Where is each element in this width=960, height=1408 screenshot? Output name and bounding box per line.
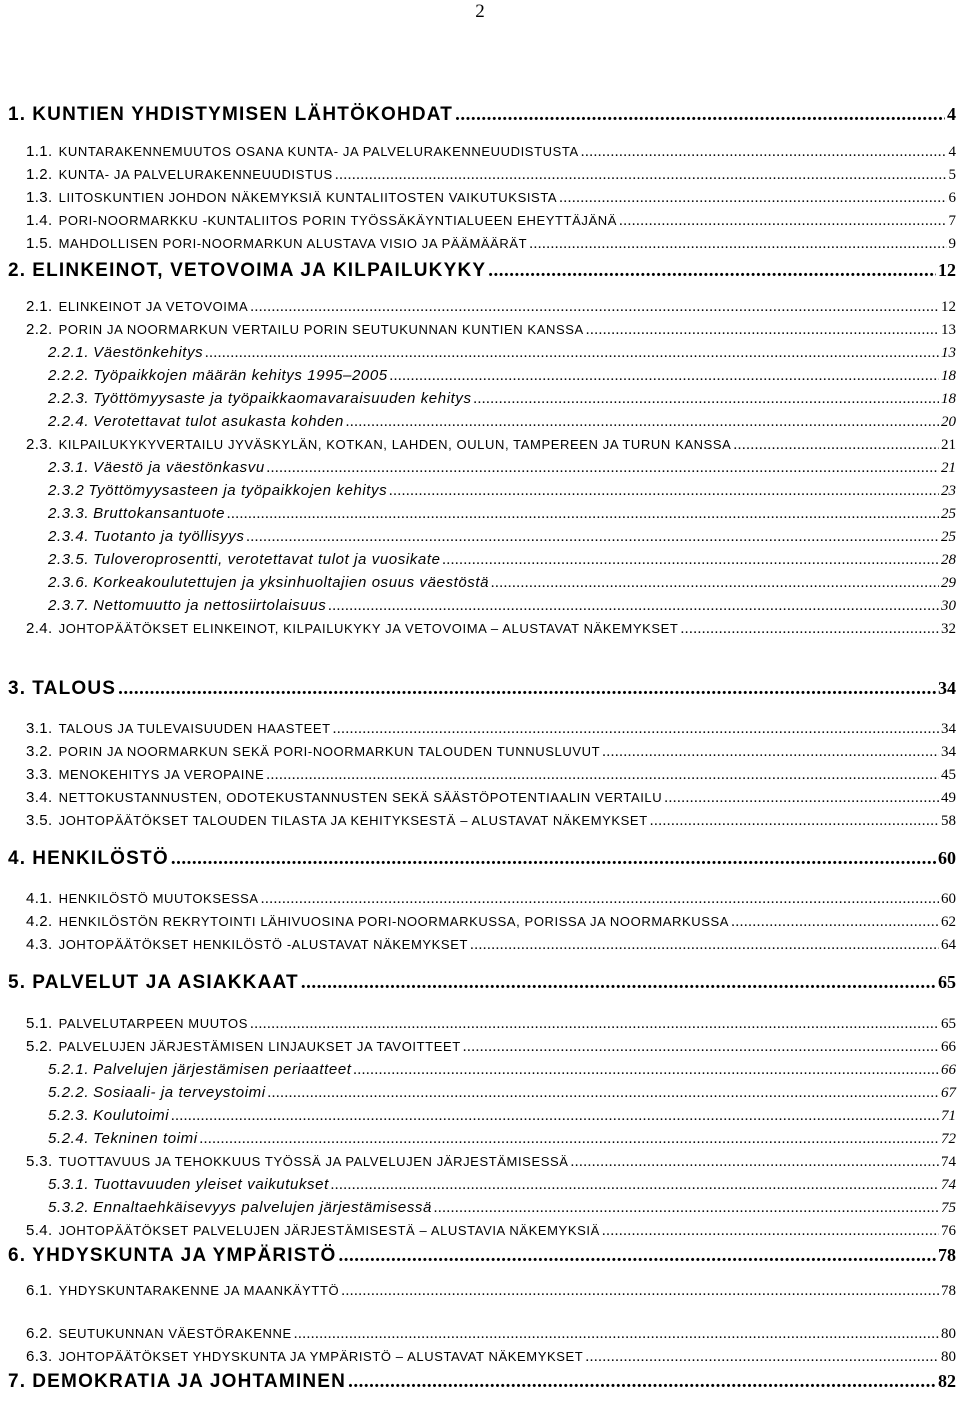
toc-entry-level-2[interactable] xyxy=(26,1282,956,1300)
toc-entry-level-1[interactable] xyxy=(8,1371,956,1393)
toc-entry-level-3[interactable] xyxy=(48,413,956,431)
toc-entry-page: 29 xyxy=(941,575,956,591)
toc-entry-level-3[interactable] xyxy=(48,574,956,592)
dot-leader xyxy=(731,914,939,931)
toc-entry-number: 2.1. xyxy=(26,298,53,315)
toc-entry-number: 5.3. xyxy=(26,1153,53,1170)
toc-entry-level-2[interactable] xyxy=(26,913,956,931)
dot-leader xyxy=(463,1039,939,1056)
toc-entry-level-3[interactable] xyxy=(48,528,956,546)
toc-entry-level-1[interactable] xyxy=(8,260,956,282)
toc-entry-title: Sosiaali- ja terveystoimi xyxy=(93,1084,266,1101)
dot-leader xyxy=(680,621,939,638)
toc-entry-number: 2.3.2 xyxy=(48,482,85,499)
toc-entry-title: Palvelujen järjestämisen periaatteet xyxy=(93,1061,352,1078)
toc-entry-level-2[interactable] xyxy=(26,235,956,253)
toc-entry-number: 3.5. xyxy=(26,812,53,829)
toc-entry-number: 2.2.2. xyxy=(48,367,90,384)
toc-entry-level-3[interactable] xyxy=(48,1061,956,1079)
toc-entry-level-2[interactable] xyxy=(26,812,956,830)
toc-entry-page: 78 xyxy=(938,1245,956,1265)
toc-entry-title: ELINKEINOT JA VETOVOIMA xyxy=(58,299,249,314)
toc-entry-number: 3.2. xyxy=(26,743,53,760)
dot-leader xyxy=(333,721,939,738)
dot-leader xyxy=(488,260,936,282)
toc-entry-number: 2.2.4. xyxy=(48,413,90,430)
toc-entry-title: Verotettavat tulot asukasta kohden xyxy=(93,413,344,430)
dot-leader xyxy=(301,972,936,994)
toc-entry-title: ELINKEINOT, VETOVOIMA JA KILPAILUKYKY xyxy=(32,260,487,281)
toc-entry-title: PALVELUT JA ASIAKKAAT xyxy=(32,972,299,993)
toc-entry-title: HENKILÖSTÖN REKRYTOINTI LÄHIVUOSINA PORI-NOORMARKUSSA, PORISSA JA NOORMARKUSSA xyxy=(58,914,730,929)
toc-entry-page: 25 xyxy=(941,529,956,545)
dot-leader xyxy=(602,744,939,761)
toc-entry-page: 82 xyxy=(938,1371,956,1391)
toc-entry-page: 4 xyxy=(947,104,956,124)
toc-entry-title: Työpaikkojen määrän kehitys 1995–2005 xyxy=(93,367,388,384)
toc-entry-number: 3.3. xyxy=(26,766,53,783)
toc-entry-page: 66 xyxy=(941,1039,956,1055)
dot-leader xyxy=(346,414,939,431)
toc-entry-title: Bruttokansantuote xyxy=(93,505,226,522)
toc-entry-title: LIITOSKUNTIEN JOHDON NÄKEMYKSIÄ KUNTALIITOSTEN VAIKUTUKSISTA xyxy=(58,190,558,205)
toc-entry-number: 5.1. xyxy=(26,1015,53,1032)
toc-entry-number: 4.1. xyxy=(26,890,53,907)
dot-leader xyxy=(266,767,939,784)
dot-leader xyxy=(331,1177,939,1194)
toc-entry-page: 34 xyxy=(941,744,956,760)
toc-entry-level-3[interactable] xyxy=(48,551,956,569)
toc-entry-page: 12 xyxy=(941,299,956,315)
dot-leader xyxy=(664,790,939,807)
dot-leader xyxy=(455,104,945,126)
toc-entry-level-2[interactable] xyxy=(26,789,956,807)
dot-leader xyxy=(733,437,939,454)
dot-leader xyxy=(571,1154,939,1171)
toc-entry-level-3[interactable] xyxy=(48,1107,956,1125)
dot-leader xyxy=(171,848,936,870)
toc-entry-level-2[interactable] xyxy=(26,166,956,184)
toc-entry-page: 65 xyxy=(941,1016,956,1032)
dot-leader xyxy=(529,236,946,253)
toc-entry-level-2[interactable] xyxy=(26,1038,956,1056)
toc-entry-page: 64 xyxy=(941,937,956,953)
toc-entry-level-3[interactable] xyxy=(48,1199,956,1217)
toc-entry-page: 12 xyxy=(938,260,956,280)
toc-entry-level-1[interactable] xyxy=(8,1245,956,1267)
toc-entry-title: YHDYSKUNTARAKENNE JA MAANKÄYTTÖ xyxy=(58,1283,340,1298)
dot-leader xyxy=(650,813,939,830)
dot-leader xyxy=(200,1131,939,1148)
dot-leader xyxy=(227,506,939,523)
toc-entry-title: HENKILÖSTÖ xyxy=(32,848,169,869)
toc-entry-level-3[interactable] xyxy=(48,367,956,385)
toc-entry-number: 5. xyxy=(8,972,27,993)
toc-entry-level-2[interactable] xyxy=(26,766,956,784)
toc-entry-level-3[interactable] xyxy=(48,1130,956,1148)
toc-entry-level-1[interactable] xyxy=(8,678,956,700)
dot-leader xyxy=(268,1085,939,1102)
toc-entry-page: 80 xyxy=(941,1326,956,1342)
toc-entry-number: 5.2.1. xyxy=(48,1061,90,1078)
toc-entry-number: 5.3.2. xyxy=(48,1199,90,1216)
dot-leader xyxy=(491,575,939,592)
dot-leader xyxy=(294,1326,939,1343)
toc-entry-page: 78 xyxy=(941,1283,956,1299)
toc-entry-level-2[interactable] xyxy=(26,212,956,230)
toc-entry-number: 6.3. xyxy=(26,1348,53,1365)
toc-entry-page: 5 xyxy=(948,167,956,183)
page-number: 2 xyxy=(475,1,485,22)
toc-entry-level-2[interactable] xyxy=(26,189,956,207)
toc-entry-page: 60 xyxy=(941,891,956,907)
dot-leader xyxy=(443,552,939,569)
toc-entry-title: PORIN JA NOORMARKUN VERTAILU PORIN SEUTUKUNNAN KUNTIEN KANSSA xyxy=(58,322,584,337)
toc-entry-page: 28 xyxy=(941,552,956,568)
toc-entry-number: 1.5. xyxy=(26,235,53,252)
toc-entry-title: JOHTOPÄÄTÖKSET PALVELUJEN JÄRJESTÄMISESTÄ – ALUSTAVIA NÄKEMYKSIÄ xyxy=(58,1223,600,1238)
toc-entry-page: 13 xyxy=(941,345,956,361)
toc-entry-level-2[interactable] xyxy=(26,321,956,339)
toc-entry-title: Koulutoimi xyxy=(93,1107,170,1124)
toc-entry-title: Väestö ja väestönkasvu xyxy=(93,459,265,476)
dot-leader xyxy=(585,1349,939,1366)
toc-entry-level-2[interactable] xyxy=(26,1348,956,1366)
toc-entry-number: 6. xyxy=(8,1245,27,1266)
dot-leader xyxy=(389,483,939,500)
toc-entry-title: JOHTOPÄÄTÖKSET TALOUDEN TILASTA JA KEHITYKSESTÄ – ALUSTAVAT NÄKEMYKSET xyxy=(58,813,648,828)
toc-entry-number: 1.2. xyxy=(26,166,53,183)
toc-entry-number: 5.2.3. xyxy=(48,1107,90,1124)
dot-leader xyxy=(586,322,939,339)
toc-entry-title: JOHTOPÄÄTÖKSET YHDYSKUNTA JA YMPÄRISTÖ – ALUSTAVAT NÄKEMYKSET xyxy=(58,1349,584,1364)
toc-entry-page: 76 xyxy=(941,1223,956,1239)
toc-entry-page: 20 xyxy=(941,414,956,430)
toc-entry-title: YHDYSKUNTA JA YMPÄRISTÖ xyxy=(32,1245,337,1266)
toc-entry-number: 4. xyxy=(8,848,27,869)
toc-entry-level-1[interactable] xyxy=(8,848,956,870)
toc-entry-number: 1.4. xyxy=(26,212,53,229)
toc-entry-level-2[interactable] xyxy=(26,436,956,454)
dot-leader xyxy=(619,213,947,230)
toc-entry-page: 72 xyxy=(941,1131,956,1147)
toc-entry-number: 2.3.5. xyxy=(48,551,90,568)
toc-entry-title: NETTOKUSTANNUSTEN, ODOTEKUSTANNUSTEN SEKÄ SÄÄSTÖPOTENTIAALIN VERTAILU xyxy=(58,790,663,805)
dot-leader xyxy=(470,937,939,954)
toc-entry-level-3[interactable] xyxy=(48,1176,956,1194)
toc-entry-level-2[interactable] xyxy=(26,890,956,908)
toc-entry-title: Nettomuutto ja nettosiirtolaisuus xyxy=(93,597,327,614)
toc-entry-title: JOHTOPÄÄTÖKSET HENKILÖSTÖ -ALUSTAVAT NÄKEMYKSET xyxy=(58,937,469,952)
dot-leader xyxy=(390,368,939,385)
toc-entry-title: PORIN JA NOORMARKUN SEKÄ PORI-NOORMARKUN TALOUDEN TUNNUSLUVUT xyxy=(58,744,601,759)
toc-entry-page: 71 xyxy=(941,1108,956,1124)
toc-entry-title: KUNTA- JA PALVELURAKENNEUUDISTUS xyxy=(58,167,333,182)
toc-entry-page: 49 xyxy=(941,790,956,806)
dot-leader xyxy=(205,345,939,362)
toc-entry-page: 74 xyxy=(941,1154,956,1170)
toc-entry-level-3[interactable] xyxy=(48,1084,956,1102)
toc-entry-number: 3.4. xyxy=(26,789,53,806)
dot-leader xyxy=(348,1371,936,1393)
toc-entry-number: 2. xyxy=(8,260,27,281)
toc-entry-title: DEMOKRATIA JA JOHTAMINEN xyxy=(32,1371,347,1392)
toc-entry-page: 67 xyxy=(941,1085,956,1101)
toc-entry-page: 4 xyxy=(948,144,956,160)
dot-leader xyxy=(338,1245,936,1267)
toc-entry-number: 4.3. xyxy=(26,936,53,953)
dot-leader xyxy=(354,1062,939,1079)
toc-entry-number: 2.3. xyxy=(26,436,53,453)
toc-entry-page: 34 xyxy=(941,721,956,737)
toc-entry-level-2[interactable] xyxy=(26,1222,956,1240)
toc-entry-level-1[interactable] xyxy=(8,972,956,994)
toc-entry-title: KUNTARAKENNEMUUTOS OSANA KUNTA- JA PALVELURAKENNEUUDISTUSTA xyxy=(58,144,579,159)
toc-entry-number: 3. xyxy=(8,678,27,699)
toc-entry-title: Tuloveroprosentti, verotettavat tulot ja vuosikate xyxy=(93,551,441,568)
toc-entry-number: 5.4. xyxy=(26,1222,53,1239)
dot-leader xyxy=(261,891,939,908)
toc-entry-number: 2.3.1. xyxy=(48,459,90,476)
toc-entry-number: 2.4. xyxy=(26,620,53,637)
toc-entry-page: 62 xyxy=(941,914,956,930)
dot-leader xyxy=(602,1223,939,1240)
toc-entry-number: 2.3.7. xyxy=(48,597,90,614)
toc-entry-number: 5.2.4. xyxy=(48,1130,90,1147)
toc-entry-title: KILPAILUKYKYVERTAILU JYVÄSKYLÄN, KOTKAN, LAHDEN, OULUN, TAMPEREEN JA TURUN KANSSA xyxy=(58,437,732,452)
toc-entry-page: 80 xyxy=(941,1349,956,1365)
toc-entry-number: 2.2. xyxy=(26,321,53,338)
toc-entry-page: 23 xyxy=(941,483,956,499)
dot-leader xyxy=(328,598,939,615)
dot-leader xyxy=(171,1108,939,1125)
toc-entry-number: 5.2.2. xyxy=(48,1084,90,1101)
toc-entry-level-2[interactable] xyxy=(26,743,956,761)
dot-leader xyxy=(118,678,936,700)
toc-entry-page: 74 xyxy=(941,1177,956,1193)
toc-entry-title: PALVELUTARPEEN MUUTOS xyxy=(58,1016,248,1031)
dot-leader xyxy=(267,460,939,477)
toc-entry-number: 2.3.6. xyxy=(48,574,90,591)
toc-entry-number: 5.2. xyxy=(26,1038,53,1055)
toc-entry-page: 7 xyxy=(948,213,956,229)
toc-entry-title: Väestönkehitys xyxy=(93,344,204,361)
toc-entry-level-3[interactable] xyxy=(48,597,956,615)
toc-entry-title: TALOUS xyxy=(32,678,117,699)
toc-entry-page: 34 xyxy=(938,678,956,698)
toc-entry-page: 75 xyxy=(941,1200,956,1216)
toc-entry-level-2[interactable] xyxy=(26,1325,956,1343)
toc-entry-level-3[interactable] xyxy=(48,344,956,362)
toc-entry-number: 2.2.3. xyxy=(48,390,90,407)
dot-leader xyxy=(335,167,947,184)
toc-entry-level-2[interactable] xyxy=(26,936,956,954)
toc-entry-level-3[interactable] xyxy=(48,459,956,477)
dot-leader xyxy=(559,190,946,207)
dot-leader xyxy=(341,1283,939,1300)
toc-entry-number: 6.2. xyxy=(26,1325,53,1342)
toc-entry-number: 1.3. xyxy=(26,189,53,206)
toc-entry-title: Tuotanto ja työllisyys xyxy=(93,528,245,545)
toc-entry-page: 9 xyxy=(948,236,956,252)
toc-entry-number: 6.1. xyxy=(26,1282,53,1299)
toc-entry-title: HENKILÖSTÖ MUUTOKSESSA xyxy=(58,891,259,906)
toc-entry-number: 7. xyxy=(8,1371,27,1392)
toc-entry-page: 58 xyxy=(941,813,956,829)
toc-entry-page: 60 xyxy=(938,848,956,868)
toc-entry-page: 18 xyxy=(941,368,956,384)
toc-entry-number: 2.3.3. xyxy=(48,505,90,522)
toc-entry-level-2[interactable] xyxy=(26,143,956,161)
toc-entry-level-3[interactable] xyxy=(48,390,956,408)
toc-entry-title: PALVELUJEN JÄRJESTÄMISEN LINJAUKSET JA TAVOITTEET xyxy=(58,1039,461,1054)
dot-leader xyxy=(474,391,939,408)
toc-entry-level-1[interactable] xyxy=(8,104,956,126)
toc-entry-title: TALOUS JA TULEVAISUUDEN HAASTEET xyxy=(58,721,331,736)
toc-entry-page: 21 xyxy=(941,437,956,453)
toc-entry-number: 5.3.1. xyxy=(48,1176,90,1193)
toc-entry-level-3[interactable] xyxy=(48,482,956,500)
toc-entry-page: 65 xyxy=(938,972,956,992)
toc-entry-number: 1.1. xyxy=(26,143,53,160)
toc-entry-title: KUNTIEN YHDISTYMISEN LÄHTÖKOHDAT xyxy=(32,104,454,125)
toc-entry-level-2[interactable] xyxy=(26,720,956,738)
toc-entry-level-2[interactable] xyxy=(26,1015,956,1033)
toc-entry-title: Työttömyysaste ja työpaikkaomavaraisuuden kehitys xyxy=(93,390,472,407)
toc-entry-level-3[interactable] xyxy=(48,505,956,523)
toc-entry-page: 18 xyxy=(941,391,956,407)
toc-entry-title: PORI-NOORMARKKU -KUNTALIITOS PORIN TYÖSSÄKÄYNTIALUEEN EHEYTTÄJÄNÄ xyxy=(58,213,617,228)
dot-leader xyxy=(581,144,947,161)
toc-entry-title: Työttömyysasteen ja työpaikkojen kehitys xyxy=(88,482,388,499)
toc-entry-page: 45 xyxy=(941,767,956,783)
toc-entry-page: 30 xyxy=(941,598,956,614)
toc-entry-title: TUOTTAVUUS JA TEHOKKUUS TYÖSSÄ JA PALVELUJEN JÄRJESTÄMISESSÄ xyxy=(58,1154,569,1169)
toc-entry-number: 3.1. xyxy=(26,720,53,737)
toc-entry-level-2[interactable] xyxy=(26,1153,956,1171)
toc-entry-number: 4.2. xyxy=(26,913,53,930)
dot-leader xyxy=(250,299,939,316)
toc-entry-title: Tekninen toimi xyxy=(93,1130,198,1147)
toc-entry-title: Korkeakoulutettujen ja yksinhuoltajien osuus väestöstä xyxy=(93,574,490,591)
toc-entry-page: 6 xyxy=(948,190,956,206)
dot-leader xyxy=(434,1200,939,1217)
toc-entry-number: 2.3.4. xyxy=(48,528,90,545)
toc-entry-page: 66 xyxy=(941,1062,956,1078)
toc-entry-title: JOHTOPÄÄTÖKSET ELINKEINOT, KILPAILUKYKY JA VETOVOIMA – ALUSTAVAT NÄKEMYKSET xyxy=(58,621,679,636)
toc-entry-page: 25 xyxy=(941,506,956,522)
dot-leader xyxy=(246,529,939,546)
toc-entry-level-2[interactable] xyxy=(26,620,956,638)
toc-entry-page: 13 xyxy=(941,322,956,338)
toc-entry-title: MAHDOLLISEN PORI-NOORMARKUN ALUSTAVA VISIO JA PÄÄMÄÄRÄT xyxy=(58,236,528,251)
toc-entry-level-2[interactable] xyxy=(26,298,956,316)
dot-leader xyxy=(250,1016,939,1033)
toc-entry-page: 32 xyxy=(941,621,956,637)
toc-entry-title: Tuottavuuden yleiset vaikutukset xyxy=(93,1176,329,1193)
toc-entry-page: 21 xyxy=(941,460,956,476)
toc-entry-number: 2.2.1. xyxy=(48,344,90,361)
toc-entry-title: Ennaltaehkäisevyys palvelujen järjestämisessä xyxy=(93,1199,432,1216)
toc-entry-title: SEUTUKUNNAN VÄESTÖRAKENNE xyxy=(58,1326,292,1341)
toc-entry-number: 1. xyxy=(8,104,27,125)
toc-entry-title: MENOKEHITYS JA VEROPAINE xyxy=(58,767,265,782)
